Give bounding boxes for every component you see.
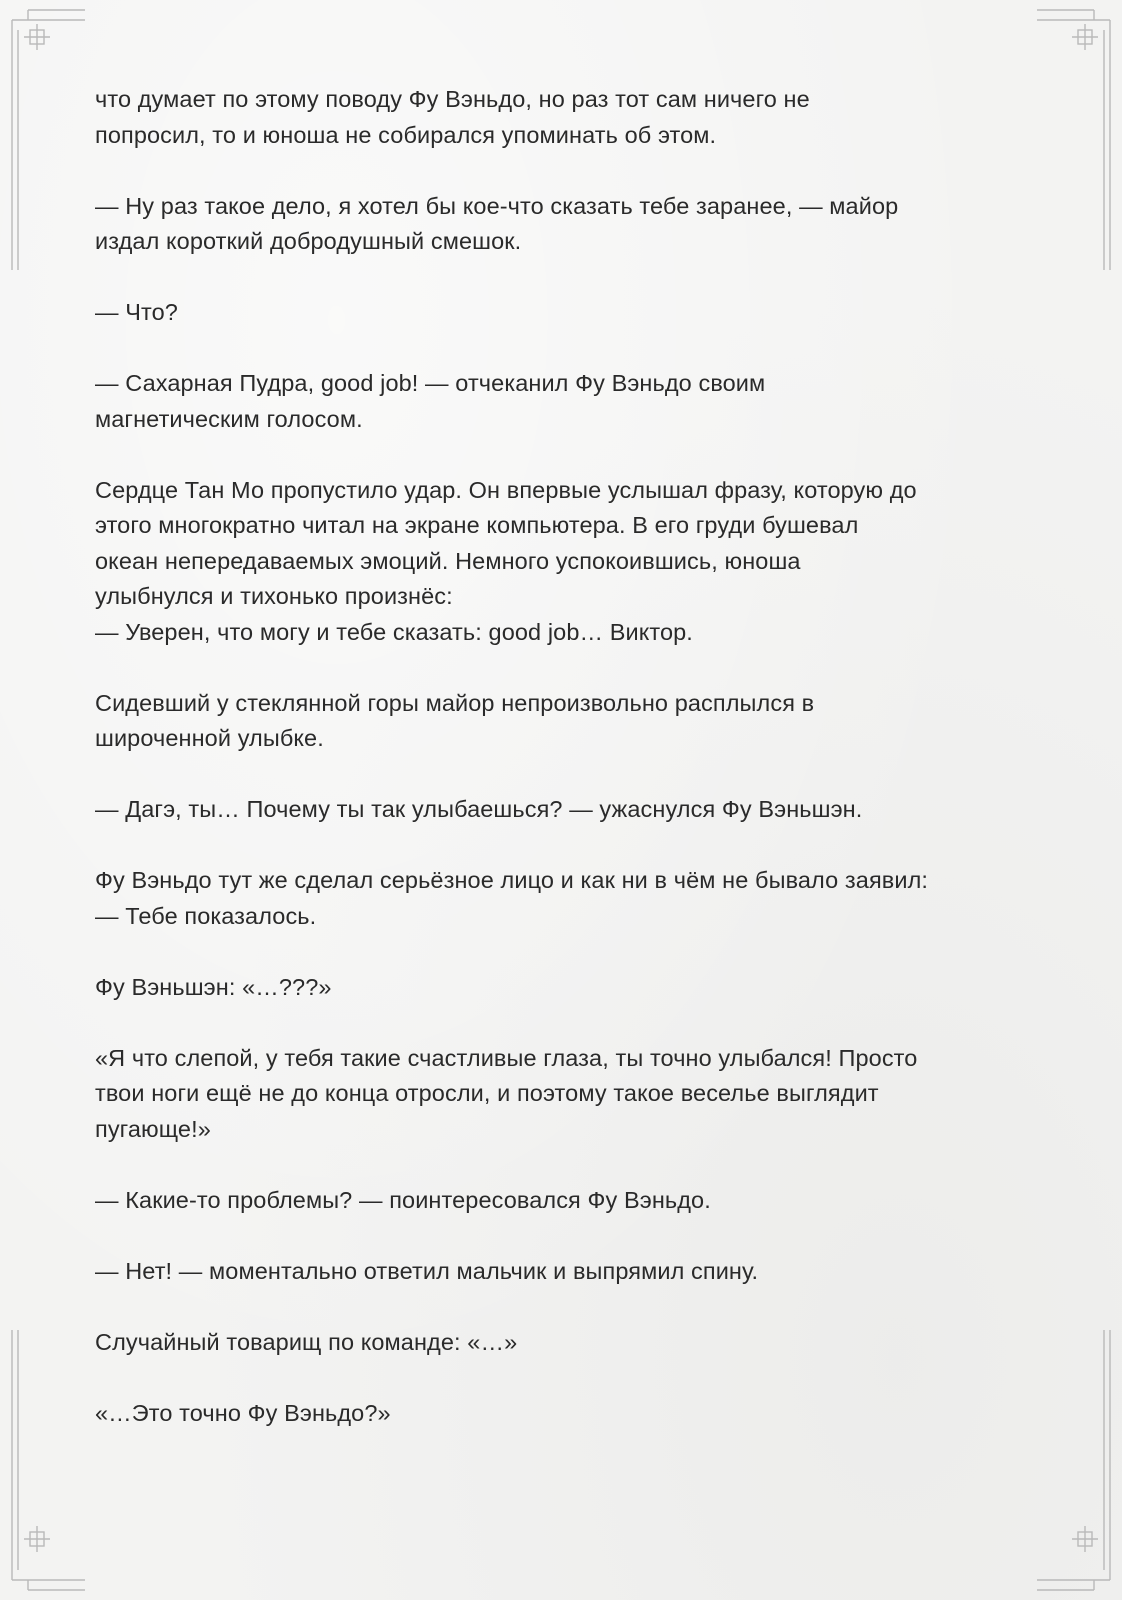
text-line: — Что?: [95, 299, 178, 325]
paragraph: [95, 686, 1035, 757]
text-line: — Какие-то проблемы? — поинтересовался Фу Вэньдо.: [95, 1186, 711, 1213]
paragraph: [95, 1183, 1035, 1219]
text-line: — Нет! — моментально ответил мальчик и выпрямил спину.: [95, 1257, 759, 1284]
paragraph: [95, 792, 1035, 828]
paragraph: [95, 1041, 1035, 1148]
text-line: что думает по этому поводу Фу Вэньдо, но раз тот сам ничего не: [95, 86, 810, 112]
paragraph: [95, 1325, 1035, 1361]
text-line: этого многократно читал на экране компьютера. В его груди бушевал: [95, 512, 859, 538]
text-line: улыбнулся и тихонько произнёс:: [95, 583, 453, 609]
text-line: Фу Вэньшэн: «…???»: [95, 973, 332, 1000]
text-line: Случайный товарищ по команде: «…»: [95, 1328, 518, 1355]
paragraph: [95, 1254, 1035, 1290]
text-line: твои ноги ещё не до конца отросли, и поэтому такое веселье выглядит: [95, 1080, 879, 1106]
paragraph: [95, 82, 1035, 153]
text-line: попросил, то и юноша не собирался упоминать об этом.: [95, 121, 717, 148]
paragraph: [95, 970, 1035, 1006]
paragraph: [95, 863, 1035, 934]
text-line: широченной улыбке.: [95, 725, 324, 751]
paragraph: [95, 295, 1035, 331]
paragraph: [95, 473, 1035, 651]
text-line: — Тебе показалось.: [95, 902, 317, 929]
text-line: магнетическим голосом.: [95, 405, 363, 432]
text-line: издал короткий добродушный смешок.: [95, 228, 522, 254]
paragraph: [95, 1396, 1035, 1432]
text-line: океан непередаваемых эмоций. Немного успокоившись, юноша: [95, 547, 801, 574]
text-body: [95, 82, 1035, 1467]
paragraph: [95, 189, 1035, 260]
text-line: пугающе!»: [95, 1115, 211, 1142]
text-line: — Ну раз такое дело, я хотел бы кое-что сказать тебе заранее, — майор: [95, 192, 899, 219]
text-line: Фу Вэньдо тут же сделал серьёзное лицо и как ни в чём не бывало заявил:: [95, 867, 929, 893]
text-line: «…Это точно Фу Вэньдо?»: [95, 1399, 391, 1426]
text-line: «Я что слепой, у тебя такие счастливые глаза, ты точно улыбался! Просто: [95, 1044, 918, 1071]
text-line: — Дагэ, ты… Почему ты так улыбаешься? — ужаснулся Фу Вэньшэн.: [95, 796, 863, 822]
text-line: — Уверен, что могу и тебе сказать: good job… Виктор.: [95, 618, 693, 645]
text-line: — Сахарная Пудра, good job! — отчеканил Фу Вэньдо своим: [95, 370, 766, 396]
text-line: Сидевший у стеклянной горы майор непроизвольно расплылся в: [95, 689, 815, 716]
paragraph: [95, 366, 1035, 437]
text-line: Сердце Тан Мо пропустило удар. Он впервые услышал фразу, которую до: [95, 476, 917, 503]
